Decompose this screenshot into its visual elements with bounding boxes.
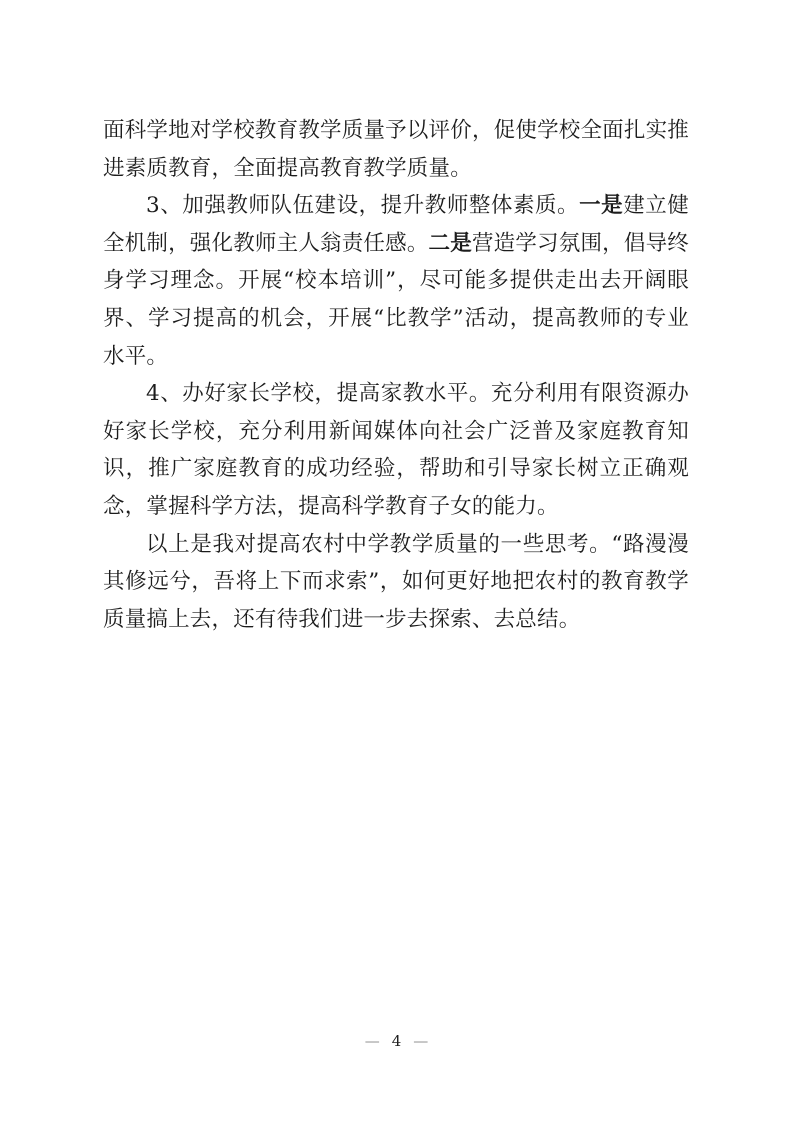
emphasis-run: 二是 bbox=[428, 230, 472, 256]
text-run: 以上是我对提高农村中学教学质量的一些思考。“路漫漫其修远兮，吾将上下而求索”，如何更好地把农村的教育教学质量搞上去，还有待我们进一步去探索、去总结。 bbox=[103, 531, 689, 632]
text-run: 建立健全机制，强化教师主人翁责任感。 bbox=[103, 193, 689, 256]
paragraph bbox=[103, 112, 689, 187]
text-run: 3、加强教师队伍建设，提升教师整体素质。 bbox=[146, 193, 580, 219]
paragraph bbox=[103, 526, 689, 639]
footer-left-dash: — bbox=[364, 1032, 380, 1050]
footer-right-dash: — bbox=[413, 1032, 429, 1050]
text-run: 4、办好家长学校，提高家教水平。充分利用有限资源办好家长学校，充分利用新闻媒体向社会广泛普及家庭教育知识，推广家庭教育的成功经验，帮助和引导家长树立正确观念，掌握科学方法，提高科学教育子女的能力。 bbox=[103, 381, 689, 519]
text-run: 面科学地对学校教育教学质量予以评价，促使学校全面扎实推进素质教育，全面提高教育教学质量。 bbox=[103, 118, 689, 181]
paragraph bbox=[103, 187, 689, 375]
page-number: 4 bbox=[391, 1032, 402, 1050]
emphasis-run: 一是 bbox=[579, 193, 624, 219]
page-footer bbox=[0, 1030, 793, 1052]
text-run: 营造学习氛围，倡导终身学习理念。开展“校本培训”，尽可能多提供走出去开阔眼界、学习提高的机会，开展“比教学”活动，提高教师的专业水平。 bbox=[103, 230, 689, 369]
document-body bbox=[103, 112, 689, 638]
paragraph bbox=[103, 375, 689, 525]
